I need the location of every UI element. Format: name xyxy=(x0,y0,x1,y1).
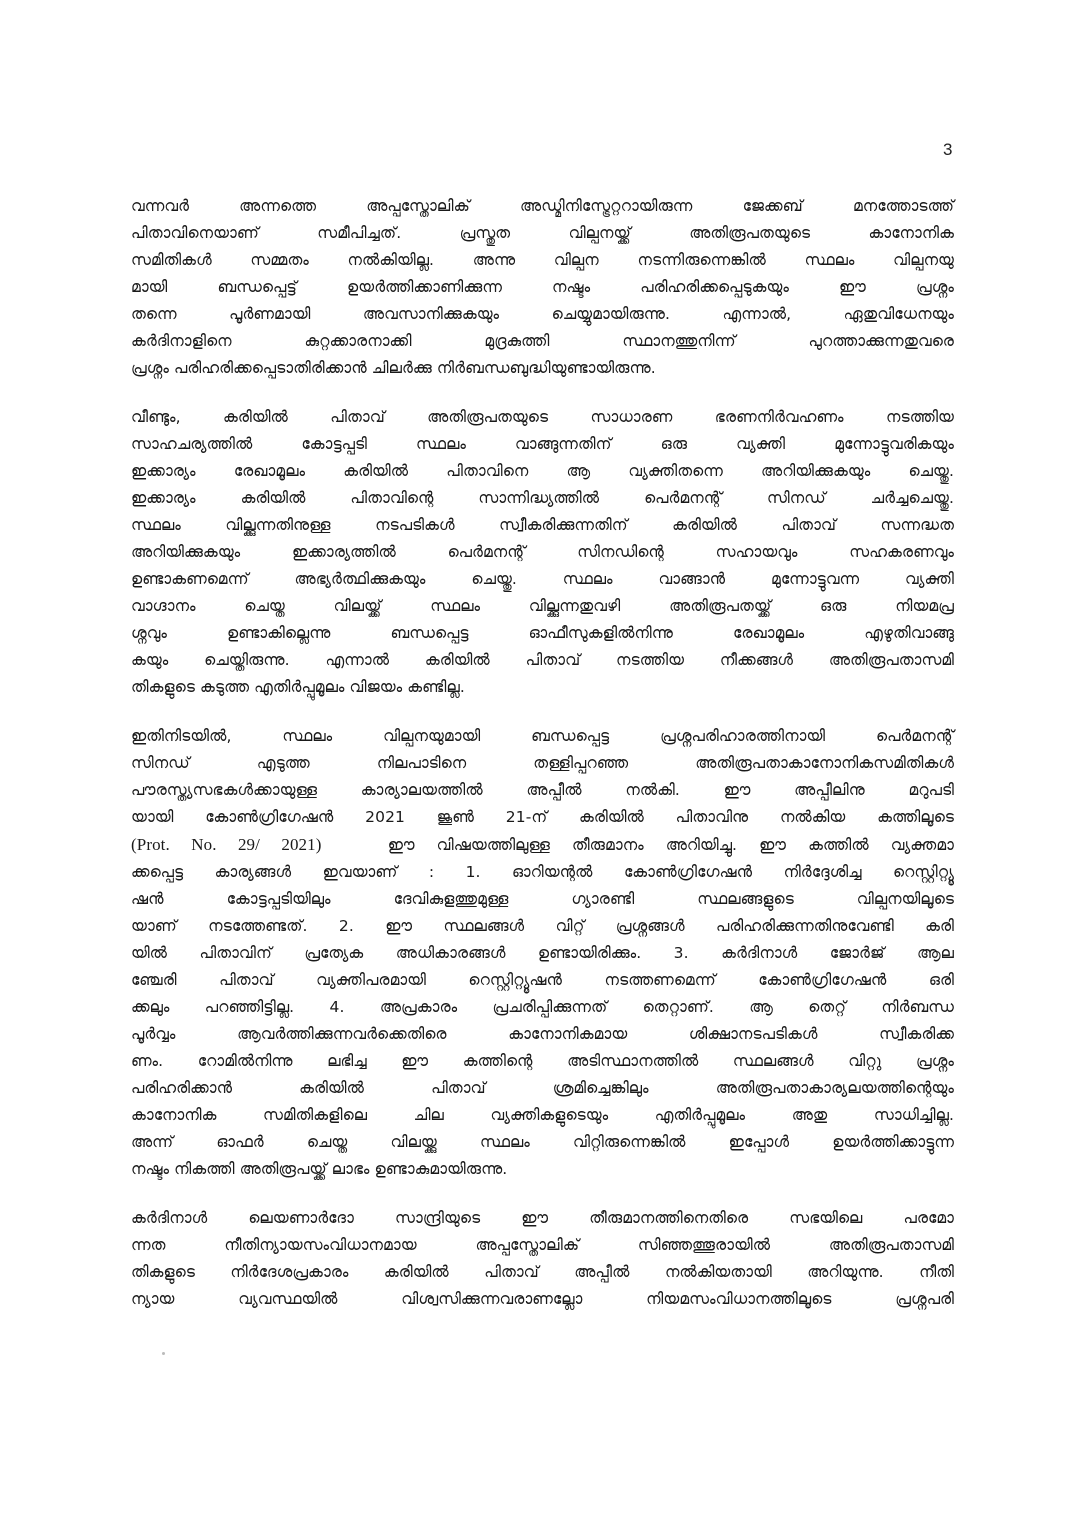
text-line: സാഹചര്യത്തിൽ കോട്ടപ്പടി സ്ഥലം വാങ്ങുന്നതിന് ഒരു വ്യക്തി മുന്നോട്ടുവരികയും xyxy=(131,435,954,453)
document-body xyxy=(131,193,954,1335)
text-line-with-reference xyxy=(131,831,954,859)
text-line: അറിയിക്കുകയും ഇക്കാര്യത്തിൽ പെർമനന്റ് സിനഡിന്റെ സഹായവും സഹകരണവും xyxy=(131,543,954,561)
text-line: ഉണ്ടാകണമെന്ന് അഭ്യർത്ഥിക്കുകയും ചെയ്തു. സ്ഥലം വാങ്ങാൻ മുന്നോട്ടുവന്ന വ്യക്തി xyxy=(131,570,954,588)
text-line: പൗരസ്ത്യസഭകൾക്കായുള്ള കാര്യാലയത്തിൽ അപ്പീൽ നൽകി. ഈ അപ്പീലിനു മറുപടി xyxy=(131,781,954,799)
paragraph-3 xyxy=(131,723,954,1183)
text-line: കയും ചെയ്തിരുന്നു. എന്നാൽ കരിയിൽ പിതാവ് നടത്തിയ നീക്കങ്ങൾ അതിരൂപതാസമി xyxy=(131,651,954,669)
text-line: യാണ് നടത്തേണ്ടത്. 2. ഈ സ്ഥലങ്ങൾ വിറ്റ് പ്രശ്നങ്ങൾ പരിഹരിക്കുന്നതിനുവേണ്ടി കരി xyxy=(131,917,954,935)
text-line: പിതാവിനെയാണ് സമീപിച്ചത്. പ്രസ്തുത വില്പനയ്ക്ക് അതിരൂപതയുടെ കാനോനിക xyxy=(131,224,954,242)
text-line: ഇതിനിടയിൽ, സ്ഥലം വില്പനയുമായി ബന്ധപ്പെട്ട പ്രശ്നപരിഹാരത്തിനായി പെർമനന്റ് xyxy=(131,727,954,745)
text-line: കർദിനാൾ ലെയണാർദോ സാന്ദ്രിയുടെ ഈ തീരുമാനത്തിനെതിരെ സഭയിലെ പരമോ xyxy=(131,1209,954,1227)
text-line: നഷ്ടം നികത്തി അതിരൂപയ്ക്ക് ലാഭം ഉണ്ടാകുമായിരുന്നു. xyxy=(131,1160,508,1178)
text-line: യായി കോൺഗ്രിഗേഷൻ 2021 ജൂൺ 21-ന് കരിയിൽ പിതാവിനു നൽകിയ കത്തിലൂടെ xyxy=(131,808,954,826)
text-line: ഞ്ചേരി പിതാവ് വ്യക്തിപരമായി റെസ്റ്റിറ്റ്യൂഷൻ നടത്തണമെന്ന് കോൺഗ്രിഗേഷൻ ഒരി xyxy=(131,971,954,989)
text-line: ഷൻ കോട്ടപ്പടിയിലും ദേവികുളത്തുമുള്ള ഗ്യാരണ്ടി സ്ഥലങ്ങളുടെ വില്പനയിലൂടെ xyxy=(131,890,954,908)
page-number: 3 xyxy=(943,140,953,159)
scan-speck xyxy=(162,1352,165,1355)
paragraph-1 xyxy=(131,193,954,382)
text-line: ക്കലും പറഞ്ഞിട്ടില്ല. 4. അപ്രകാരം പ്രചരിപ്പിക്കുന്നത് തെറ്റാണ്. ആ തെറ്റ് നിർബന്ധ xyxy=(131,998,954,1016)
text-line: ഇക്കാര്യം രേഖാമൂലം കരിയിൽ പിതാവിനെ ആ വ്യക്തിതന്നെ അറിയിക്കുകയും ചെയ്തു. xyxy=(131,462,954,480)
text-line: ഇക്കാര്യം കരിയിൽ പിതാവിന്റെ സാന്നിദ്ധ്യത്തിൽ പെർമനന്റ് സിനഡ് ചർച്ചചെയ്തു. xyxy=(131,489,954,507)
text-line: യിൽ പിതാവിന് പ്രത്യേക അധികാരങ്ങൾ ഉണ്ടായിരിക്കും. 3. കർദിനാൾ ജോർജ് ആല xyxy=(131,944,954,962)
text-line: പരിഹരിക്കാൻ കരിയിൽ പിതാവ് ശ്രമിച്ചെങ്കിലും അതിരൂപതാകാര്യലയത്തിന്റെയും xyxy=(131,1079,954,1097)
text-line: ന്നത നീതിന്യായസംവിധാനമായ അപ്പസ്തോലിക് സിഞ്ഞത്തൂരായിൽ അതിരൂപതാസമി xyxy=(131,1236,954,1254)
text-line: തികളുടെ കടുത്ത എതിർപ്പുമൂലം വിജയം കണ്ടില്ല. xyxy=(131,678,465,696)
text-line: പ്രശ്നം പരിഹരിക്കപ്പെടാതിരിക്കാൻ ചിലർക്കു നിർബന്ധബുദ്ധിയുണ്ടായിരുന്നു. xyxy=(131,359,656,377)
prot-reference: (Prot. No. 29/ 2021) xyxy=(131,835,322,854)
text-line: ശ്നവും ഉണ്ടാകില്ലെന്നു ബന്ധപ്പെട്ട ഓഫീസുകളിൽനിന്നു രേഖാമൂലം എഴുതിവാങ്ങു xyxy=(131,624,954,642)
text-line: ക്കപ്പെട്ട കാര്യങ്ങൾ ഇവയാണ് : 1. ഓറിയന്റൽ കോൺഗ്രിഗേഷൻ നിർദ്ദേശിച്ച റെസ്റ്റിറ്റ്യൂ xyxy=(131,863,954,881)
paragraph-2 xyxy=(131,404,954,701)
text-line: മായി ബന്ധപ്പെട്ട് ഉയർത്തിക്കാണിക്കുന്ന നഷ്ടം പരിഹരിക്കപ്പെടുകയും ഈ പ്രശ്നം xyxy=(131,278,954,296)
text-line: ന്യായ വ്യവസ്ഥയിൽ വിശ്വസിക്കുന്നവരാണല്ലോ നിയമസംവിധാനത്തിലൂടെ പ്രശ്നപരി xyxy=(131,1290,954,1308)
text-line: കാനോനിക സമിതികളിലെ ചില വ്യക്തികളുടെയും എതിർപ്പുമൂലം അതു സാധിച്ചില്ല. xyxy=(131,1106,954,1124)
text-line: ണം. റോമിൽനിന്നു ലഭിച്ച ഈ കത്തിന്റെ അടിസ്ഥാനത്തിൽ സ്ഥലങ്ങൾ വിറ്റു പ്രശ്നം xyxy=(131,1052,954,1070)
text-line: തന്നെ പൂർണമായി അവസാനിക്കുകയും ചെയ്യുമായിരുന്നു. എന്നാൽ, ഏതുവിധേനയും xyxy=(131,305,954,323)
text-fragment: ഈ വിഷയത്തിലുള്ള തീരുമാനം അറിയിച്ചു. ഈ കത്തിൽ വ്യക്തമാ xyxy=(387,836,954,854)
text-line: വന്നവർ അന്നത്തെ അപ്പസ്തോലിക് അഡ്മിനിസ്ട്രേറ്ററായിരുന്ന ജേക്കബ് മനത്തോടത്ത് xyxy=(131,197,954,215)
paragraph-4 xyxy=(131,1205,954,1313)
text-line: വാഗ്ദാനം ചെയ്ത വിലയ്ക്ക് സ്ഥലം വില്ക്കുന്നതുവഴി അതിരൂപതയ്ക്ക് ഒരു നിയമപ്ര xyxy=(131,597,954,615)
text-line: അന്ന് ഓഫർ ചെയ്ത വിലയ്ക്കു സ്ഥലം വിറ്റിരുന്നെങ്കിൽ ഇപ്പോൾ ഉയർത്തിക്കാട്ടുന്ന xyxy=(131,1133,954,1151)
text-line: വീണ്ടും, കരിയിൽ പിതാവ് അതിരൂപതയുടെ സാധാരണ ഭരണനിർവഹണം നടത്തിയ xyxy=(131,408,954,426)
text-line: തികളുടെ നിർദേശപ്രകാരം കരിയിൽ പിതാവ് അപ്പീൽ നൽകിയതായി അറിയുന്നു. നീതി xyxy=(131,1263,954,1281)
text-line: സമിതികൾ സമ്മതം നൽകിയില്ല. അന്നു വില്പന നടന്നിരുന്നെങ്കിൽ സ്ഥലം വില്പനയു xyxy=(131,251,954,269)
text-line: പൂർവ്വം ആവർത്തിക്കുന്നവർക്കെതിരെ കാനോനികമായ ശിക്ഷാനടപടികൾ സ്വീകരിക്ക xyxy=(131,1025,954,1043)
text-line: സിനഡ് എടുത്ത നിലപാടിനെ തള്ളിപ്പറഞ്ഞ അതിരൂപതാകാനോനികസമിതികൾ xyxy=(131,754,954,772)
text-line: സ്ഥലം വില്ക്കുന്നതിനുള്ള നടപടികൾ സ്വീകരിക്കുന്നതിന് കരിയിൽ പിതാവ് സന്നദ്ധത xyxy=(131,516,954,534)
text-line: കർദിനാളിനെ കുറ്റക്കാരനാക്കി മുദ്രകുത്തി സ്ഥാനത്തുനിന്ന് പുറത്താക്കുന്നതുവരെ xyxy=(131,332,954,350)
